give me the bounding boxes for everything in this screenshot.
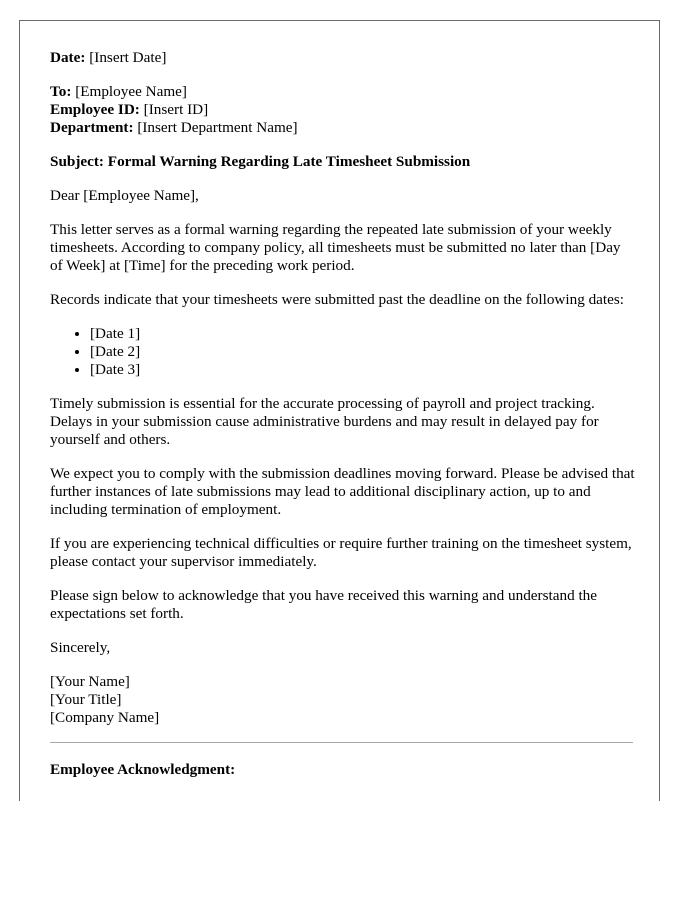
list-item: • [Date 1] — [90, 325, 635, 343]
letter-content — [50, 49, 635, 795]
to-label: To: — [50, 83, 72, 100]
department-line — [50, 119, 635, 137]
department-label: Department: — [50, 119, 134, 136]
employee-id-line — [50, 101, 635, 119]
recipient-block — [50, 83, 635, 137]
list-item: • [Date 2] — [90, 343, 635, 361]
paragraph-records: Records indicate that your timesheets were submitted past the deadline on the following dates: — [50, 291, 625, 308]
list-item: • [Date 3] — [90, 361, 635, 379]
salutation: Dear [Employee Name], — [50, 187, 199, 204]
date-label: Date: — [50, 49, 86, 66]
late-dates-list — [50, 325, 635, 379]
paragraph-expectation: We expect you to comply with the submission deadlines moving forward. Please be advised that further instances of late submissions may lead to additional disciplinary action, up to and including termination of employment. — [50, 465, 635, 518]
signature-name: [Your Name] — [50, 673, 130, 690]
closing: Sincerely, — [50, 639, 111, 656]
section-divider — [50, 742, 633, 743]
acknowledgment-heading: Employee Acknowledgment: — [50, 761, 236, 778]
date-line — [50, 49, 635, 67]
paragraph-policy: This letter serves as a formal warning regarding the repeated late submission of your weekly timesheets. According to company policy, all timesheets must be submitted no later than [Day of Week] at [Time] for the preceding work period. — [50, 221, 621, 274]
to-value: [Employee Name] — [75, 83, 187, 100]
signature-block — [50, 673, 635, 727]
paragraph-importance: Timely submission is essential for the accurate processing of payroll and project tracking. Delays in your submission cause administrative burdens and may result in delayed pay for yourself and others. — [50, 395, 599, 448]
employee-id-value: [Insert ID] — [143, 101, 209, 118]
employee-id-label: Employee ID: — [50, 101, 140, 118]
signature-company: [Company Name] — [50, 709, 160, 726]
acknowledgment-heading-line — [50, 761, 635, 779]
subject-line — [50, 153, 635, 171]
paragraph-sign-request: Please sign below to acknowledge that you have received this warning and understand the expectations set forth. — [50, 587, 598, 622]
subject-text: Subject: Formal Warning Regarding Late Timesheet Submission — [50, 153, 471, 170]
letter-page — [19, 20, 660, 801]
to-line — [50, 83, 635, 101]
signature-title: [Your Title] — [50, 691, 122, 708]
paragraph-support: If you are experiencing technical difficulties or require further training on the timesheet system, please contact your supervisor immediately. — [50, 535, 632, 570]
date-value: [Insert Date] — [89, 49, 167, 66]
department-value: [Insert Department Name] — [137, 119, 298, 136]
